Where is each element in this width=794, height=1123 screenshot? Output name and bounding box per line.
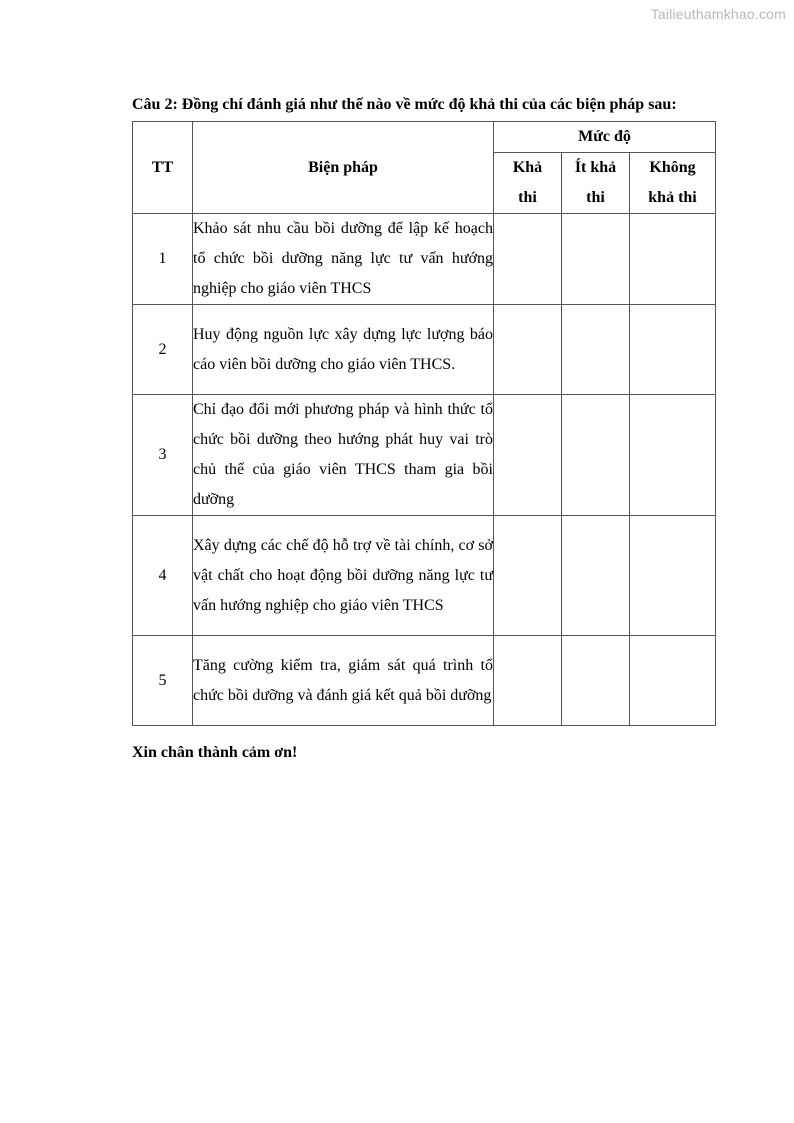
closing-thanks: Xin chân thành cảm ơn! (132, 744, 298, 761)
header-bien-phap: Biện pháp (193, 122, 494, 214)
cell-kha-thi[interactable] (494, 636, 562, 726)
header-it-kha-thi (562, 153, 630, 214)
header-kha-thi-line2: thi (518, 189, 537, 206)
header-it-kha-thi-line2: thi (586, 189, 605, 206)
row-number: 5 (133, 636, 193, 726)
header-row (133, 122, 716, 153)
row-measure: Khảo sát nhu cầu bồi dưỡng để lập kế hoạch tổ chức bồi dưỡng năng lực tư vấn hướng nghiệp cho giáo viên THCS (193, 214, 494, 305)
table-row (133, 636, 716, 726)
watermark: Tailieuthamkhao.com (650, 6, 786, 22)
table-row (133, 305, 716, 395)
cell-kha-thi[interactable] (494, 395, 562, 516)
cell-khong-kha-thi[interactable] (630, 636, 716, 726)
table-row (133, 395, 716, 516)
cell-khong-kha-thi[interactable] (630, 305, 716, 395)
cell-it-kha-thi[interactable] (562, 636, 630, 726)
header-khong-kha-thi (630, 153, 716, 214)
cell-kha-thi[interactable] (494, 305, 562, 395)
question-title: Câu 2: Đồng chí đánh giá như thế nào về mức độ khả thi của các biện pháp sau: (132, 96, 677, 113)
row-number: 3 (133, 395, 193, 516)
row-measure: Chỉ đạo đổi mới phương pháp và hình thức tổ chức bồi dưỡng theo hướng phát huy vai trò chủ thể của giáo viên THCS tham gia bồi dưỡng (193, 395, 494, 516)
cell-khong-kha-thi[interactable] (630, 395, 716, 516)
header-it-kha-thi-line1: Ít khả (574, 159, 617, 176)
row-measure: Xây dựng các chế độ hỗ trợ về tài chính, cơ sở vật chất cho hoạt động bồi dưỡng năng lực tư vấn hướng nghiệp cho giáo viên THCS (193, 516, 494, 636)
row-measure: Huy động nguồn lực xây dựng lực lượng báo cáo viên bồi dưỡng cho giáo viên THCS. (193, 305, 494, 395)
cell-it-kha-thi[interactable] (562, 305, 630, 395)
cell-khong-kha-thi[interactable] (630, 214, 716, 305)
row-number: 2 (133, 305, 193, 395)
cell-khong-kha-thi[interactable] (630, 516, 716, 636)
cell-it-kha-thi[interactable] (562, 516, 630, 636)
feasibility-table (132, 121, 716, 726)
cell-kha-thi[interactable] (494, 516, 562, 636)
row-number: 1 (133, 214, 193, 305)
header-tt: TT (133, 122, 193, 214)
table-row (133, 516, 716, 636)
header-khong-kha-thi-line2: khả thi (648, 189, 697, 206)
cell-kha-thi[interactable] (494, 214, 562, 305)
cell-it-kha-thi[interactable] (562, 214, 630, 305)
row-measure: Tăng cường kiểm tra, giám sát quá trình tổ chức bồi dưỡng và đánh giá kết quả bồi dưỡng (193, 636, 494, 726)
header-muc-do: Mức độ (494, 122, 716, 153)
header-kha-thi (494, 153, 562, 214)
header-khong-kha-thi-line1: Không (649, 159, 696, 176)
cell-it-kha-thi[interactable] (562, 395, 630, 516)
header-kha-thi-line1: Khả (512, 159, 543, 176)
row-number: 4 (133, 516, 193, 636)
table-row (133, 214, 716, 305)
